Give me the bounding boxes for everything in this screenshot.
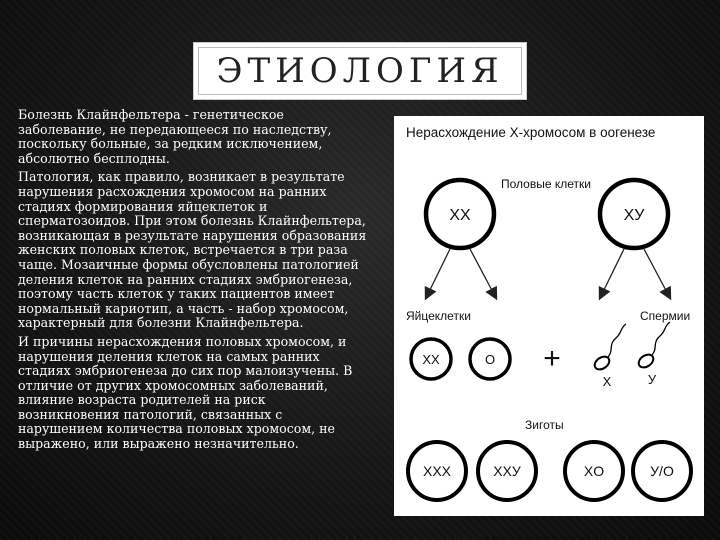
plus-sign: + [543, 342, 561, 375]
arrow-egg-1 [426, 249, 450, 298]
paragraph-2: Патология, как правило, возникает в результате нарушения расхождения хромосом на ранних стадиях формирования яйцеклеток и сперматозоидов. При этом болезнь Клайнфельтера, возникающая в результате нарушения образования женских половых клеток, встречается в три раза чаще. Мозаичные формы обусловлены патологией деления клеток на ранних стадиях эмбриогенеза, поэтому часть клеток у таких пациентов имеет нормальный кариотип, а часть - набор хромосом, характерный для болезни Клайнфельтера. [18, 169, 367, 331]
zygote-xo-label: XO [583, 463, 605, 479]
sperm-y-icon [636, 322, 670, 370]
egg-xx-label: XX [422, 352, 440, 367]
eggs-label: Яйцеклетки [406, 309, 471, 323]
germ-cells-label: Половые клетки [501, 177, 591, 191]
diagram-heading: Нерасхождение Х-хромосом в оогенезе [406, 125, 656, 140]
zygote-xxy-label: XXУ [493, 463, 521, 479]
egg-o-label: O [484, 352, 496, 367]
body-text [18, 108, 368, 456]
arrow-sperm-1 [600, 249, 624, 298]
zygote-xxx-label: XXX [422, 463, 452, 479]
page-title: ЭТИОЛОГИЯ [216, 51, 504, 91]
paragraph-3: И причины нерасхождения половых хромосом, и нарушения деления клеток на самых ранних стадиях эмбриогенеза до сих пор малоизучены. В отличие от других хромосомных заболеваний, влияние возраста родителей на риск возникновения патологий, связанных с нарушением количества половых хромосом, не выражено, или выражено незначительно. [18, 333, 353, 452]
zygotes-label: Зиготы [525, 418, 564, 432]
parent-male-label: XУ [623, 207, 645, 224]
sperm-label: Спермии [640, 309, 691, 323]
arrow-sperm-2 [644, 249, 670, 298]
zygote-yo-label: У/O [650, 463, 674, 479]
sperm-x-icon [592, 324, 626, 372]
paragraph-1: Болезнь Клайнфельтера - генетическое заболевание, не передающееся по наследству, поскольку больные, за редким исключением, абсолютно бесплодны. [18, 107, 332, 166]
parent-female-label: XX [449, 207, 471, 224]
arrow-egg-2 [470, 249, 496, 298]
nondisjunction-diagram [394, 116, 704, 516]
title-box [193, 42, 527, 100]
sperm-x-label: X [602, 374, 612, 389]
sperm-y-label: У [647, 372, 657, 387]
